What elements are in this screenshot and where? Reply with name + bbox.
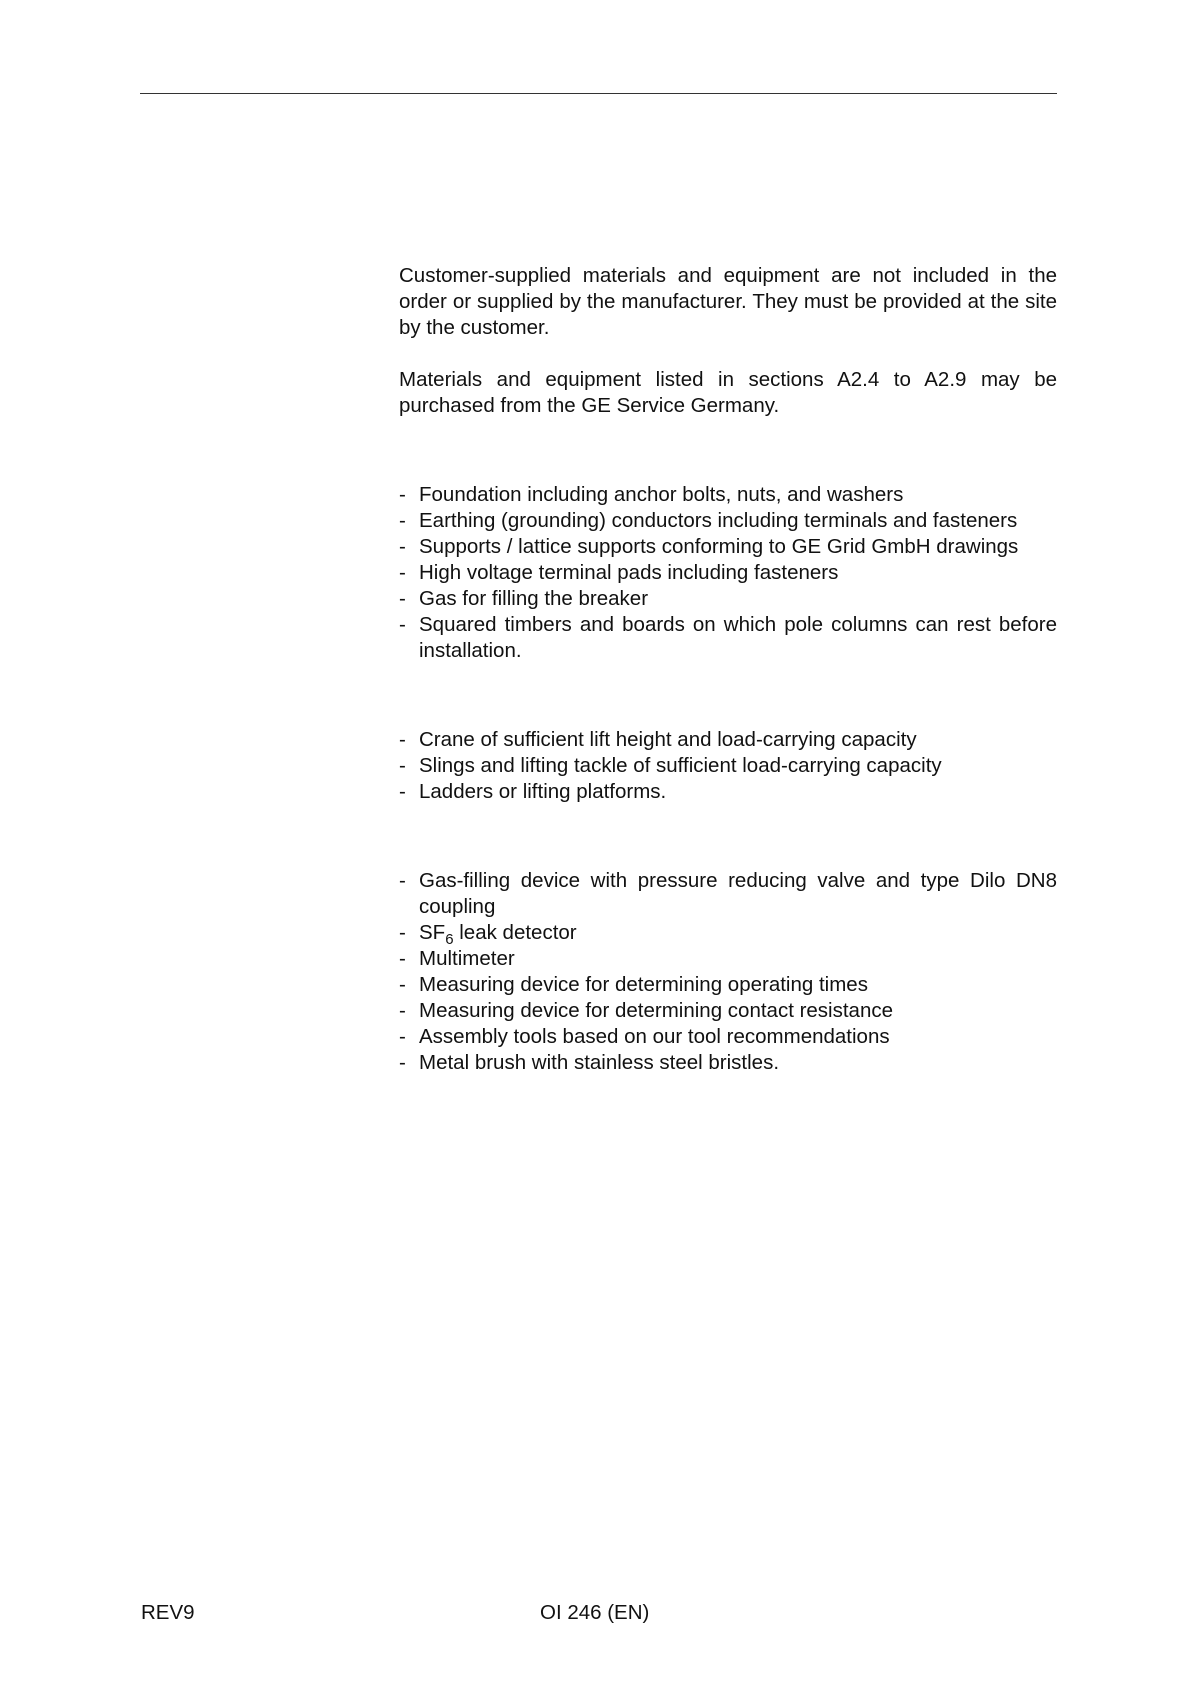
bullet-dash: - xyxy=(399,947,406,970)
bullet-dash: - xyxy=(399,535,406,558)
list-item xyxy=(399,586,1057,612)
intro-paragraph-2: Materials and equipment listed in sections A2.4 to A2.9 may be purchased from the GE Service Germany. xyxy=(399,368,1057,417)
bullet-dash: - xyxy=(399,561,406,584)
bullet-dash: - xyxy=(399,587,406,610)
list-item-text: Measuring device for determining operating times xyxy=(419,973,868,996)
list-item xyxy=(399,868,1057,920)
list-item-text: Supports / lattice supports conforming to GE Grid GmbH drawings xyxy=(419,535,1019,558)
bullet-dash: - xyxy=(399,613,406,636)
list-item xyxy=(399,534,1057,560)
list-item xyxy=(399,727,1057,753)
site-materials-list xyxy=(399,482,1057,664)
list-item-text: Ladders or lifting platforms. xyxy=(419,780,667,803)
bullet-dash: - xyxy=(399,1025,406,1048)
list-item-text: Squared timbers and boards on which pole columns can rest before installation. xyxy=(419,613,1057,662)
sf6-subscript: 6 xyxy=(445,931,454,948)
bullet-dash: - xyxy=(399,509,406,532)
list-item-text: Crane of sufficient lift height and load-carrying capacity xyxy=(419,728,917,751)
list-item xyxy=(399,920,1057,946)
list-item-text: High voltage terminal pads including fasteners xyxy=(419,561,839,584)
intro-paragraph-1: Customer-supplied materials and equipment are not included in the order or supplied by the manufacturer. They must be provided at the site by the customer. xyxy=(399,264,1057,339)
list-item xyxy=(399,1050,1057,1076)
list-item-text: Measuring device for determining contact resistance xyxy=(419,999,894,1022)
list-item-text: Foundation including anchor bolts, nuts, and washers xyxy=(419,483,904,506)
bullet-dash: - xyxy=(399,728,406,751)
list-item xyxy=(399,753,1057,779)
list-item xyxy=(399,998,1057,1024)
list-item xyxy=(399,779,1057,805)
bullet-dash: - xyxy=(399,869,406,892)
bullet-dash: - xyxy=(399,921,406,944)
bullet-dash: - xyxy=(399,483,406,506)
list-item-text: Gas for filling the breaker xyxy=(419,587,649,610)
list-item-text: Metal brush with stainless steel bristles. xyxy=(419,1051,780,1074)
sf6-label: SF xyxy=(419,921,446,944)
list-item-text: Assembly tools based on our tool recommendations xyxy=(419,1025,890,1048)
bullet-dash: - xyxy=(399,1051,406,1074)
list-item-text: Gas-filling device with pressure reducing valve and type Dilo DN8 coupling xyxy=(419,869,1057,918)
leak-detector-label: leak detector xyxy=(453,921,577,944)
tools-list xyxy=(399,868,1057,1076)
footer-document-id: OI 246 (EN) xyxy=(540,1601,650,1624)
lifting-equipment-list xyxy=(399,727,1057,805)
bullet-dash: - xyxy=(399,754,406,777)
footer-revision: REV9 xyxy=(141,1601,195,1624)
bullet-dash: - xyxy=(399,973,406,996)
list-item-text: Slings and lifting tackle of sufficient load-carrying capacity xyxy=(419,754,942,777)
header-rule xyxy=(140,93,1057,94)
list-item xyxy=(399,482,1057,508)
list-item xyxy=(399,946,1057,972)
bullet-dash: - xyxy=(399,780,406,803)
list-item xyxy=(399,508,1057,534)
list-item xyxy=(399,560,1057,586)
main-content xyxy=(399,263,1057,1076)
list-item xyxy=(399,1024,1057,1050)
bullet-dash: - xyxy=(399,999,406,1022)
list-item xyxy=(399,972,1057,998)
list-item-text: Multimeter xyxy=(419,947,515,970)
list-item xyxy=(399,612,1057,664)
list-item-text: Earthing (grounding) conductors including terminals and fasteners xyxy=(419,509,1018,532)
